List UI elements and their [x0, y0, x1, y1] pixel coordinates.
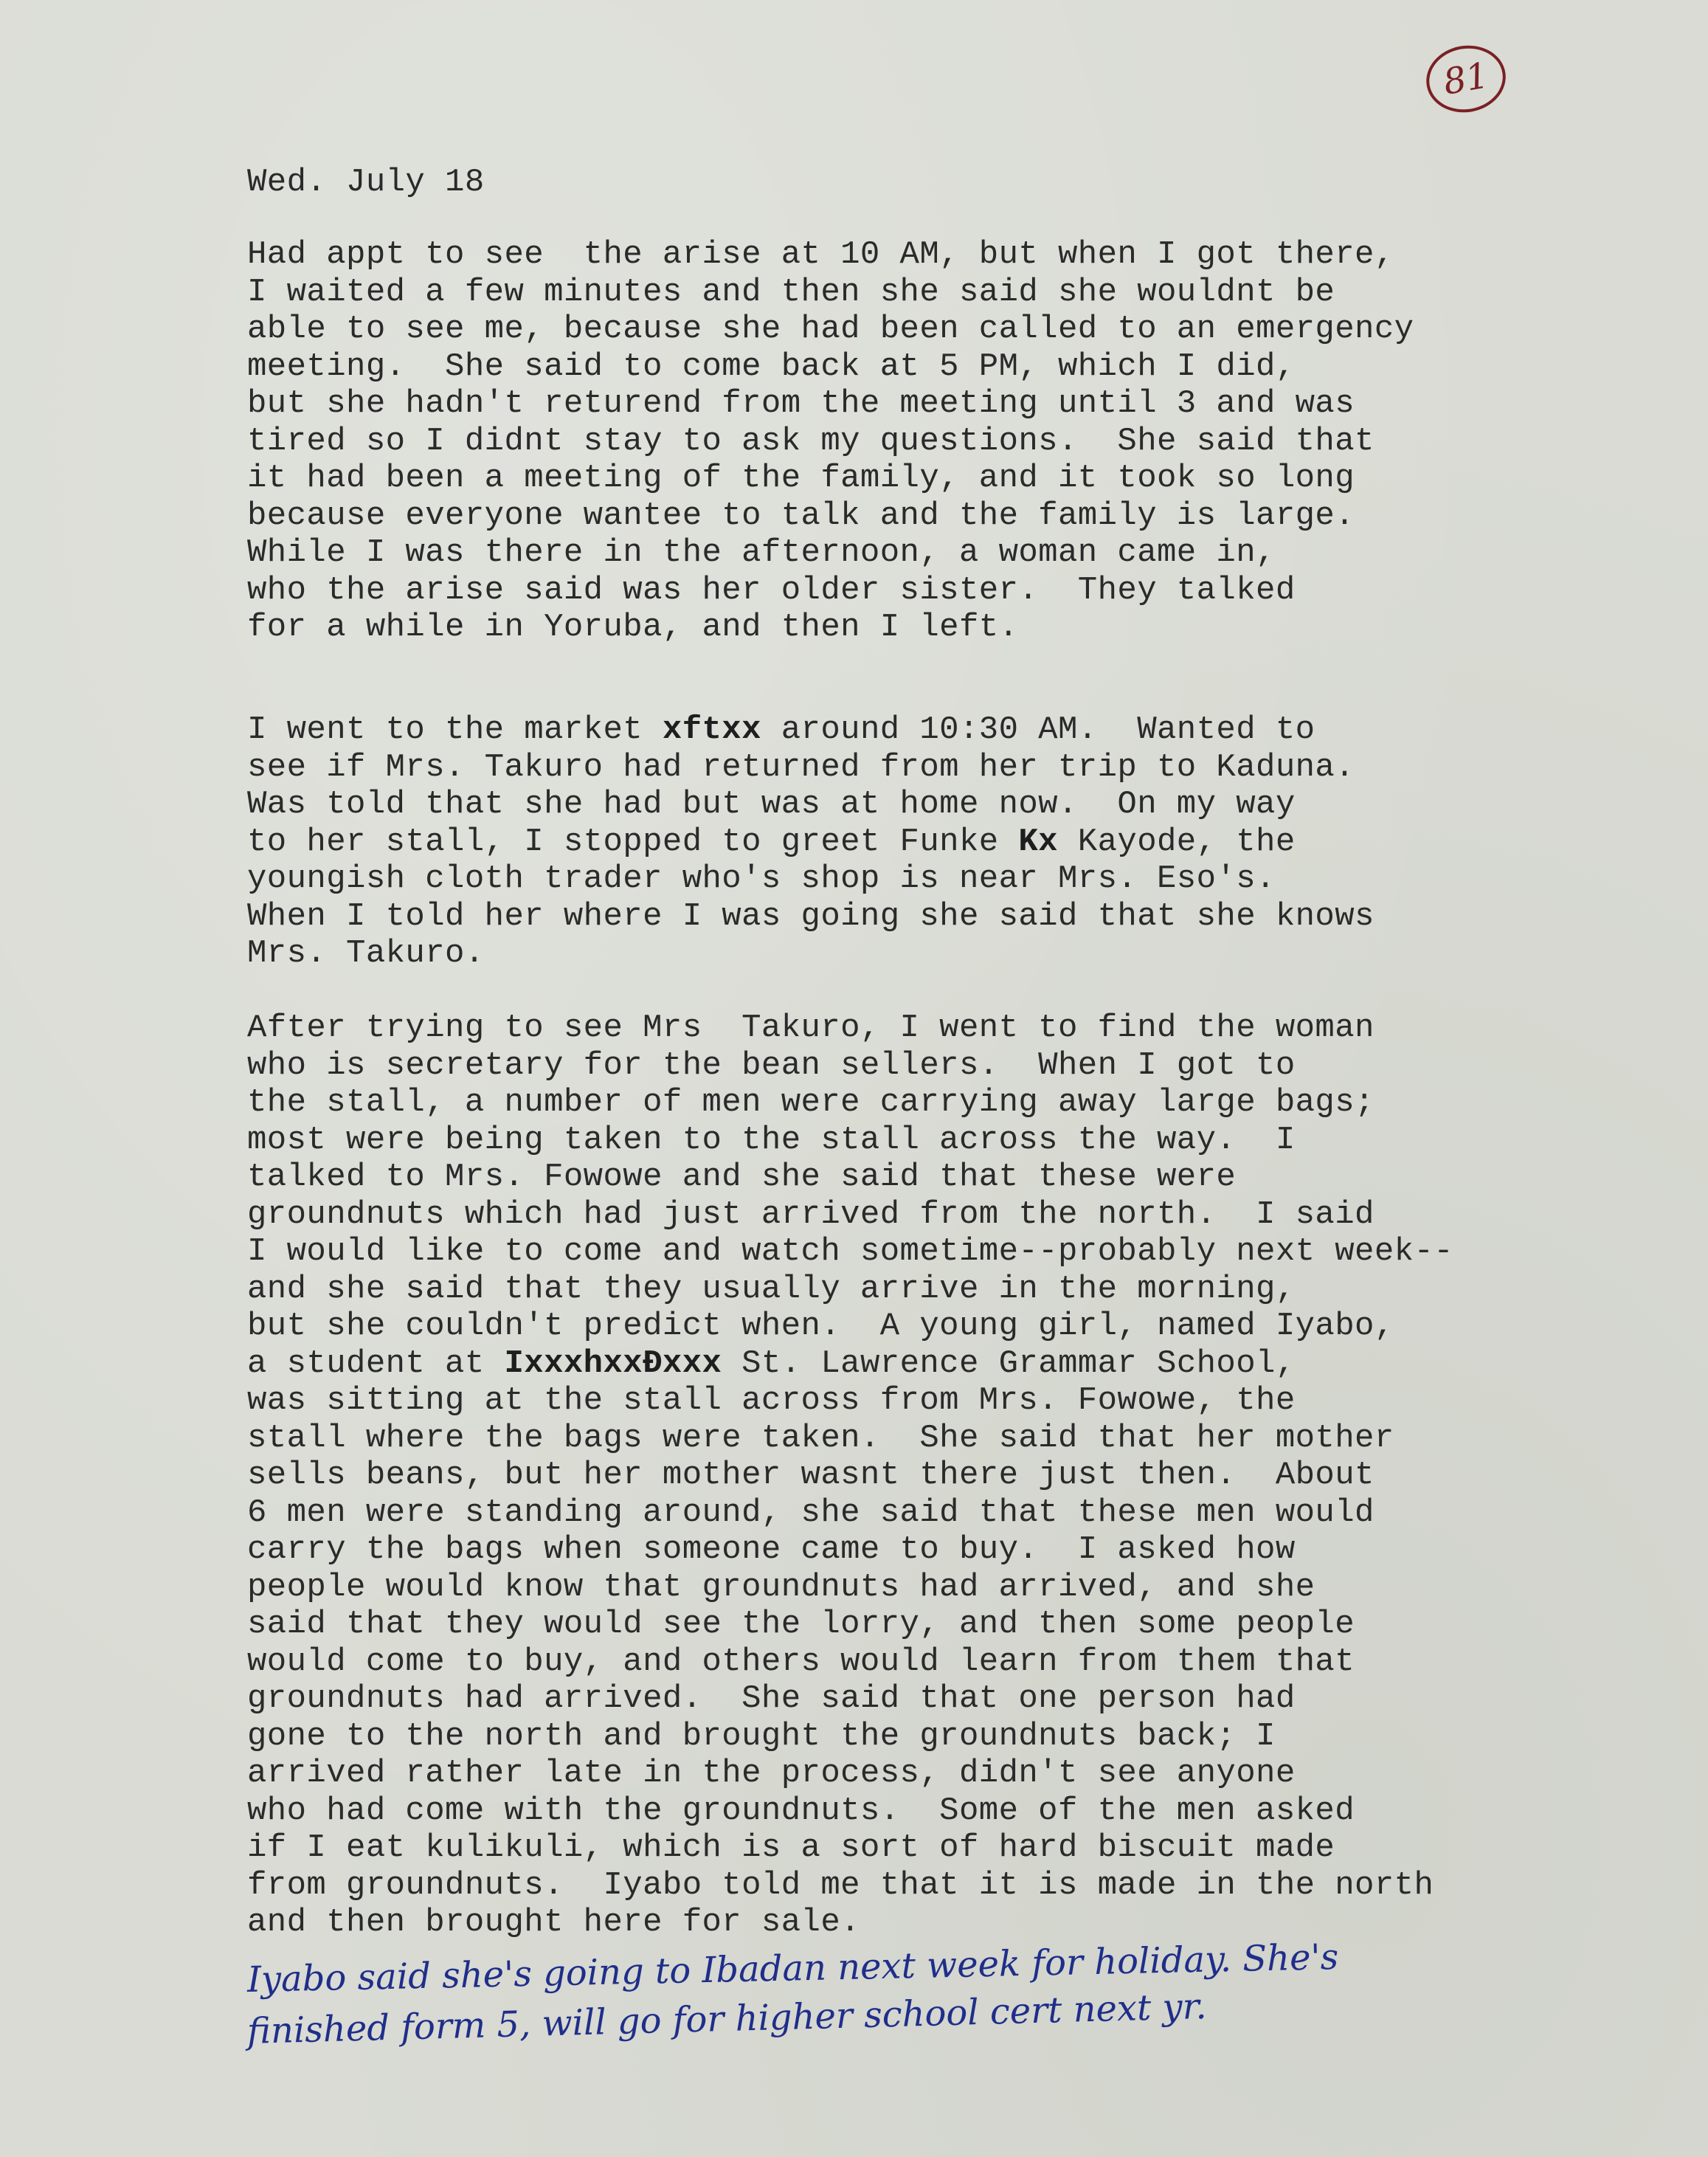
- text-line: arrived rather late in the process, didn't see anyone: [247, 1755, 1296, 1792]
- text-line: sells beans, but her mother wasnt there just then. About: [247, 1457, 1375, 1494]
- text-line: gone to the north and brought the groundnuts back; I: [247, 1717, 1276, 1755]
- text-line: people would know that groundnuts had arrived, and she: [247, 1568, 1315, 1606]
- text-line: because everyone wantee to talk and the family is large.: [247, 497, 1355, 534]
- text-line: Was told that she had but was at home now. On my way: [247, 786, 1296, 823]
- text-line: able to see me, because she had been called to an emergency: [247, 311, 1414, 348]
- text-line: but she hadn't returend from the meeting until 3 and was: [247, 385, 1355, 422]
- text-line: and she said that they usually arrive in the morning,: [247, 1270, 1296, 1308]
- entry-date: Wed. July 18: [247, 164, 485, 201]
- text-line: the stall, a number of men were carrying away large bags;: [247, 1084, 1375, 1121]
- text-line-start: I went to the market: [247, 711, 663, 748]
- text-line: who is secretary for the bean sellers. When I got to: [247, 1046, 1296, 1084]
- text-line: tired so I didnt stay to ask my questions. She said that: [247, 422, 1375, 460]
- text-line: I would like to come and watch sometime--probably next week--: [247, 1233, 1454, 1270]
- text-line: but she couldn't predict when. A young girl, named Iyabo,: [247, 1308, 1394, 1345]
- text-line: I waited a few minutes and then she said she wouldnt be: [247, 273, 1335, 311]
- text-line: [247, 1345, 1453, 1383]
- text-line: [247, 711, 1375, 749]
- text-line: see if Mrs. Takuro had returned from her trip to Kaduna.: [247, 748, 1355, 786]
- text-line: said that they would see the lorry, and then some people: [247, 1606, 1355, 1643]
- text-line: most were being taken to the stall across the way. I: [247, 1121, 1296, 1159]
- text-line: who the arise said was her older sister. They talked: [247, 571, 1296, 609]
- text-line: if I eat kulikuli, which is a sort of hard biscuit made: [247, 1829, 1335, 1866]
- text-line: would come to buy, and others would learn from them that: [247, 1643, 1355, 1680]
- struck-out-text: IxxxhxxÐxxx: [504, 1345, 722, 1382]
- text-line: youngish cloth trader who's shop is near Mrs. Eso's.: [247, 860, 1276, 897]
- text-line: 6 men were standing around, she said that these men would: [247, 1494, 1375, 1531]
- text-line: and then brought here for sale.: [247, 1904, 860, 1941]
- handwritten-line: Iyabo said she's going to Ibadan next week for holiday. She's: [246, 1936, 1339, 2001]
- text-line: for a while in Yoruba, and then I left.: [247, 609, 1019, 646]
- text-line-start: a student at: [247, 1345, 505, 1382]
- page-number: 81: [1440, 55, 1492, 103]
- struck-out-text: Kx: [1018, 823, 1058, 860]
- paragraph-1: [247, 236, 1414, 646]
- text-line: stall where the bags were taken. She said that her mother: [247, 1419, 1394, 1457]
- text-line: When I told her where I was going she said that she knows: [247, 897, 1375, 935]
- text-line-end: St. Lawrence Grammar School,: [722, 1345, 1296, 1382]
- handwritten-line: finished form 5, will go for higher school cert next yr.: [246, 1985, 1208, 2052]
- text-line-end: around 10:30 AM. Wanted to: [761, 711, 1315, 748]
- text-line: [247, 824, 1375, 861]
- struck-out-text: xftxx: [662, 711, 761, 748]
- text-line: it had been a meeting of the family, and it took so long: [247, 460, 1355, 497]
- text-line-start: to her stall, I stopped to greet Funke: [247, 823, 1019, 860]
- text-line: After trying to see Mrs Takuro, I went to find the woman: [247, 1010, 1375, 1046]
- text-line: Had appt to see the arise at 10 AM, but when I got there,: [247, 236, 1394, 273]
- text-line: talked to Mrs. Fowowe and she said that these were: [247, 1159, 1237, 1195]
- page-number-circle: [1421, 39, 1511, 118]
- text-line: While I was there in the afternoon, a woman came in,: [247, 534, 1276, 571]
- text-line: meeting. She said to come back at 5 PM, which I did,: [247, 348, 1296, 385]
- text-line: Mrs. Takuro.: [247, 935, 485, 972]
- text-line: was sitting at the stall across from Mrs. Fowowe, the: [247, 1382, 1296, 1419]
- paragraph-3: [247, 1010, 1453, 1942]
- text-line: who had come with the groundnuts. Some of the men asked: [247, 1792, 1355, 1829]
- text-line-end: Kayode, the: [1057, 823, 1296, 860]
- text-line: carry the bags when someone came to buy. I asked how: [247, 1531, 1296, 1568]
- handwritten-note: [246, 1936, 1339, 2057]
- text-line: from groundnuts. Iyabo told me that it is made in the north: [247, 1866, 1434, 1904]
- text-line: groundnuts had arrived. She said that one person had: [247, 1680, 1296, 1717]
- paragraph-2: [247, 711, 1375, 973]
- text-line: groundnuts which had just arrived from the north. I said: [247, 1195, 1375, 1233]
